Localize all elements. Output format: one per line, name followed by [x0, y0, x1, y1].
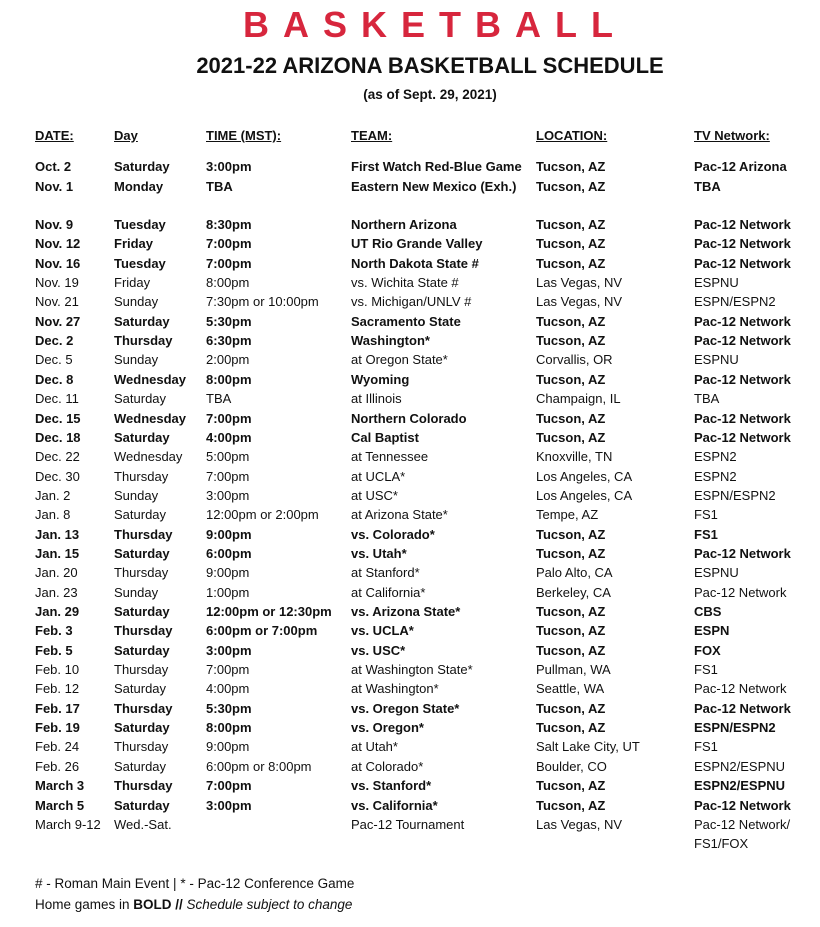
cell-date: Jan. 2 [35, 487, 71, 503]
cell-team: Northern Arizona [351, 217, 457, 232]
cell-time: 4:00pm [206, 681, 250, 697]
cell-tv: FS1 [694, 526, 718, 542]
cell-day: Tuesday [114, 217, 166, 232]
cell-location: Tucson, AZ [536, 700, 606, 716]
header-day: Day [114, 128, 138, 143]
cell-day: Wed.-Sat. [114, 816, 172, 832]
cell-team: North Dakota State # [351, 255, 479, 271]
cell-location: Tucson, AZ [536, 526, 606, 542]
cell-day: Tuesday [114, 255, 166, 271]
table-row [0, 352, 820, 370]
table-row [0, 643, 820, 661]
cell-day: Saturday [114, 642, 170, 658]
cell-date: Dec. 15 [35, 410, 81, 426]
table-row [0, 372, 820, 390]
table-row [0, 314, 820, 332]
table-row [0, 662, 820, 680]
cell-time: 4:00pm [206, 429, 252, 445]
cell-tv: Pac-12 Network [694, 797, 791, 813]
cell-day: Saturday [114, 758, 167, 774]
cell-location: Tempe, AZ [536, 507, 599, 523]
cell-location: Salt Lake City, UT [536, 739, 640, 755]
cell-date: Feb. 12 [35, 681, 80, 697]
cell-team: at Illinois [351, 391, 402, 407]
table-row [0, 546, 820, 564]
cell-location: Tucson, AZ [536, 720, 606, 736]
cell-location: Seattle, WA [536, 681, 605, 697]
cell-time: 12:00pm or 2:00pm [206, 507, 319, 523]
cell-team: vs. Colorado* [351, 526, 435, 542]
cell-location: Los Angeles, CA [536, 468, 633, 484]
cell-date: Dec. 2 [35, 333, 74, 349]
page-title: 2021-22 ARIZONA BASKETBALL SCHEDULE [196, 53, 664, 78]
cell-team: vs. Stanford* [351, 778, 432, 794]
cell-time: 3:00pm [206, 159, 252, 174]
cell-date: Nov. 16 [35, 255, 81, 271]
cell-location: Tucson, AZ [536, 545, 606, 561]
cell-date: Feb. 17 [35, 700, 80, 716]
cell-location: Tucson, AZ [536, 179, 606, 194]
cell-tv: ESPN/ESPN2 [694, 294, 776, 310]
cell-location: Las Vegas, NV [536, 275, 622, 291]
table-header [0, 128, 820, 144]
cell-tv: FS1 [694, 739, 718, 755]
cell-team: vs. Michigan/UNLV # [351, 294, 472, 310]
cell-location: Tucson, AZ [536, 159, 606, 174]
table-row [0, 449, 820, 467]
table-row [0, 256, 820, 274]
table-row [0, 159, 820, 177]
cell-date: Jan. 29 [35, 604, 80, 619]
cell-location: Las Vegas, NV [536, 294, 622, 310]
cell-tv: ESPNU [694, 352, 739, 368]
cell-tv: Pac-12 Arizona [694, 159, 787, 174]
cell-team: vs. Wichita State # [351, 275, 459, 291]
table-row [0, 391, 820, 409]
cell-date: Dec. 8 [35, 371, 74, 387]
cell-time: TBA [206, 391, 232, 407]
cell-team: at Colorado* [351, 758, 424, 774]
cell-tv: FS1 [694, 662, 718, 678]
cell-location: Corvallis, OR [536, 352, 613, 368]
cell-date: Nov. 1 [35, 179, 74, 194]
cell-time: 3:00pm [206, 487, 250, 503]
cell-tv: ESPN/ESPN2 [694, 487, 776, 503]
cell-time: 9:00pm [206, 565, 250, 581]
cell-time: 6:00pm or 7:00pm [206, 623, 318, 639]
cell-day: Saturday [114, 720, 170, 736]
cell-date: Oct. 2 [35, 159, 72, 174]
header-tv-network: TV Network: [694, 128, 770, 143]
cell-date: Feb. 19 [35, 720, 80, 736]
cell-day: Monday [114, 179, 164, 194]
cell-time: 7:00pm [206, 468, 250, 484]
footer-legend: # - Roman Main Event | * - Pac-12 Conference Game [35, 876, 355, 891]
cell-team: Cal Baptist [351, 429, 419, 445]
header-location: LOCATION: [536, 128, 608, 143]
cell-day: Wednesday [114, 371, 187, 387]
cell-day: Sunday [114, 487, 159, 503]
cell-location: Tucson, AZ [536, 778, 606, 794]
cell-team: at Arizona State* [351, 507, 448, 523]
cell-day: Thursday [114, 778, 173, 794]
cell-day: Saturday [114, 545, 170, 561]
cell-location: Champaign, IL [536, 391, 621, 407]
cell-day: Friday [114, 236, 154, 252]
cell-date: March 3 [35, 778, 85, 794]
cell-date: Jan. 13 [35, 526, 80, 542]
cell-date: Nov. 27 [35, 313, 81, 329]
cell-day: Saturday [114, 507, 167, 523]
cell-day: Friday [114, 275, 151, 291]
cell-day: Thursday [114, 662, 169, 678]
cell-tv: ESPN2/ESPNU [694, 778, 786, 794]
cell-date: Nov. 12 [35, 236, 81, 252]
cell-day: Saturday [114, 429, 170, 445]
cell-team: at California* [351, 584, 426, 600]
cell-time: 12:00pm or 12:30pm [206, 604, 332, 619]
cell-day: Thursday [114, 700, 173, 716]
cell-tv: ESPN2/ESPNU [694, 758, 786, 774]
cell-team: Sacramento State [351, 313, 461, 329]
cell-location: Tucson, AZ [536, 333, 606, 349]
table-row [0, 333, 820, 351]
table-row [0, 604, 820, 622]
cell-date: Feb. 24 [35, 739, 80, 755]
cell-team: Northern Colorado [351, 410, 467, 426]
cell-day: Wednesday [114, 410, 187, 426]
cell-day: Thursday [114, 565, 169, 581]
cell-day: Wednesday [114, 449, 183, 465]
cell-location: Tucson, AZ [536, 604, 606, 619]
cell-time: 5:00pm [206, 449, 250, 465]
cell-date: Jan. 15 [35, 545, 80, 561]
cell-tv: Pac-12 Network [694, 236, 791, 252]
cell-time: 8:00pm [206, 371, 252, 387]
cell-tv: Pac-12 Network [694, 681, 787, 697]
cell-date: Dec. 18 [35, 429, 81, 445]
cell-team: at Tennessee [351, 449, 429, 465]
cell-date: March 9-12 [35, 816, 101, 832]
header-date: DATE: [35, 128, 74, 143]
cell-time: 7:00pm [206, 662, 250, 678]
cell-time: 8:30pm [206, 217, 252, 232]
table-row [0, 701, 820, 719]
cell-tv: TBA [694, 179, 721, 194]
cell-team: at Oregon State* [351, 352, 448, 368]
cell-time: 2:00pm [206, 352, 250, 368]
cell-day: Saturday [114, 604, 170, 619]
cell-tv: CBS [694, 604, 722, 619]
table-row [0, 739, 820, 757]
table-row [0, 275, 820, 293]
cell-team: First Watch Red-Blue Game [351, 159, 522, 174]
cell-date: Dec. 22 [35, 449, 80, 465]
cell-team: at USC* [351, 487, 398, 503]
cell-date: Dec. 30 [35, 468, 80, 484]
cell-team: Eastern New Mexico (Exh.) [351, 179, 517, 194]
cell-tv: FOX [694, 642, 721, 658]
cell-time: 5:30pm [206, 700, 252, 716]
cell-time: 7:00pm [206, 236, 252, 252]
table-row [0, 759, 820, 777]
table-row [0, 681, 820, 699]
cell-time: TBA [206, 179, 233, 194]
cell-tv: Pac-12 Network [694, 410, 791, 426]
cell-day: Sunday [114, 294, 159, 310]
cell-team: at UCLA* [351, 468, 406, 484]
cell-date: Jan. 8 [35, 507, 71, 523]
table-row [0, 217, 820, 235]
cell-location: Knoxville, TN [536, 449, 613, 465]
cell-location: Tucson, AZ [536, 429, 606, 445]
table-row-continuation [0, 836, 820, 854]
table-row [0, 430, 820, 448]
cell-day: Saturday [114, 681, 167, 697]
cell-time: 7:00pm [206, 255, 252, 271]
cell-day: Saturday [114, 391, 167, 407]
cell-tv: ESPN/ESPN2 [694, 720, 776, 736]
cell-date: Nov. 9 [35, 217, 74, 232]
table-row [0, 179, 820, 197]
cell-tv: ESPN2 [694, 449, 737, 465]
cell-team: Pac-12 Tournament [351, 816, 465, 832]
cell-location: Palo Alto, CA [536, 565, 613, 581]
cell-tv: Pac-12 Network [694, 429, 791, 445]
table-row [0, 720, 820, 738]
table-row [0, 585, 820, 603]
cell-date: Nov. 21 [35, 294, 79, 310]
footer-note-prefix: Home games in [35, 897, 134, 912]
footer-note-bold: BOLD // [133, 897, 183, 912]
cell-day: Sunday [114, 352, 159, 368]
cell-time: 7:00pm [206, 778, 252, 794]
cell-tv: Pac-12 Network [694, 217, 791, 232]
cell-date: March 5 [35, 797, 85, 813]
cell-location: Boulder, CO [536, 758, 607, 774]
footer-note-italic: Schedule subject to change [182, 897, 353, 912]
cell-time: 6:00pm [206, 545, 252, 561]
cell-tv: Pac-12 Network [694, 700, 791, 716]
cell-date: Nov. 19 [35, 275, 79, 291]
cell-team: Wyoming [351, 371, 410, 387]
cell-tv: Pac-12 Network [694, 584, 787, 600]
table-row [0, 469, 820, 487]
banner-title: BASKETBALL [243, 4, 627, 45]
cell-date: Dec. 11 [35, 391, 79, 407]
cell-location: Las Vegas, NV [536, 816, 622, 832]
cell-date: Feb. 10 [35, 662, 80, 678]
cell-day: Sunday [114, 584, 159, 600]
cell-location: Tucson, AZ [536, 313, 606, 329]
cell-team: vs. USC* [351, 642, 406, 658]
cell-location: Tucson, AZ [536, 623, 606, 639]
cell-tv: ESPNU [694, 275, 739, 291]
cell-team: vs. Arizona State* [351, 604, 461, 619]
cell-team: at Washington* [351, 681, 439, 697]
cell-location: Los Angeles, CA [536, 487, 633, 503]
cell-tv: FS1 [694, 507, 718, 523]
cell-date: Dec. 5 [35, 352, 73, 368]
cell-date: Feb. 5 [35, 642, 73, 658]
cell-time: 8:00pm [206, 720, 252, 736]
cell-tv: ESPNU [694, 565, 739, 581]
cell-tv-continuation: FS1/FOX [694, 836, 749, 852]
cell-day: Thursday [114, 333, 173, 349]
table-row [0, 778, 820, 796]
table-row [0, 565, 820, 583]
cell-day: Thursday [114, 468, 169, 484]
cell-time: 9:00pm [206, 526, 252, 542]
cell-location: Tucson, AZ [536, 642, 606, 658]
cell-location: Tucson, AZ [536, 255, 606, 271]
header-time: TIME (MST): [206, 128, 282, 143]
table-row [0, 527, 820, 545]
cell-team: vs. California* [351, 797, 438, 813]
cell-team: at Washington State* [351, 662, 473, 678]
cell-tv: Pac-12 Network/ [694, 816, 791, 832]
cell-time: 5:30pm [206, 313, 252, 329]
cell-day: Thursday [114, 526, 173, 542]
cell-team: vs. UCLA* [351, 623, 414, 639]
cell-day: Saturday [114, 797, 170, 813]
cell-time: 3:00pm [206, 642, 252, 658]
table-row [0, 236, 820, 254]
cell-time: 6:00pm or 8:00pm [206, 758, 312, 774]
cell-location: Berkeley, CA [536, 584, 611, 600]
cell-day: Saturday [114, 313, 170, 329]
cell-date: Feb. 3 [35, 623, 73, 639]
cell-tv: Pac-12 Network [694, 545, 791, 561]
cell-date: Feb. 26 [35, 758, 80, 774]
cell-team: vs. Utah* [351, 545, 407, 561]
cell-team: vs. Oregon State* [351, 700, 460, 716]
cell-tv: ESPN2 [694, 468, 737, 484]
table-row [0, 507, 820, 525]
table-row [0, 411, 820, 429]
page-subtitle: (as of Sept. 29, 2021) [363, 87, 497, 102]
table-row [0, 817, 820, 835]
cell-day: Saturday [114, 159, 170, 174]
cell-location: Tucson, AZ [536, 410, 606, 426]
cell-team: vs. Oregon* [351, 720, 424, 736]
cell-team: at Utah* [351, 739, 398, 755]
table-row [0, 623, 820, 641]
cell-time: 3:00pm [206, 797, 252, 813]
cell-location: Tucson, AZ [536, 236, 606, 252]
cell-time: 7:00pm [206, 410, 252, 426]
cell-time: 1:00pm [206, 584, 250, 600]
cell-team: at Stanford* [351, 565, 420, 581]
table-row [0, 798, 820, 816]
cell-time: 8:00pm [206, 275, 250, 291]
cell-tv: Pac-12 Network [694, 333, 791, 349]
cell-team: UT Rio Grande Valley [351, 236, 483, 252]
cell-tv: Pac-12 Network [694, 313, 791, 329]
table-row [0, 294, 820, 312]
cell-tv: ESPN [694, 623, 730, 639]
cell-time: 6:30pm [206, 333, 252, 349]
cell-tv: Pac-12 Network [694, 371, 791, 387]
cell-date: Jan. 20 [35, 565, 78, 581]
cell-location: Tucson, AZ [536, 797, 606, 813]
footer-note [35, 897, 352, 912]
table-row [0, 488, 820, 506]
cell-date: Jan. 23 [35, 584, 78, 600]
header-team: TEAM: [351, 128, 393, 143]
cell-time: 9:00pm [206, 739, 250, 755]
cell-location: Tucson, AZ [536, 371, 606, 387]
cell-tv: TBA [694, 391, 720, 407]
cell-tv: Pac-12 Network [694, 255, 791, 271]
cell-location: Tucson, AZ [536, 217, 606, 232]
cell-day: Thursday [114, 739, 169, 755]
cell-team: Washington* [351, 333, 430, 349]
cell-location: Pullman, WA [536, 662, 611, 678]
cell-time: 7:30pm or 10:00pm [206, 294, 319, 310]
cell-day: Thursday [114, 623, 173, 639]
